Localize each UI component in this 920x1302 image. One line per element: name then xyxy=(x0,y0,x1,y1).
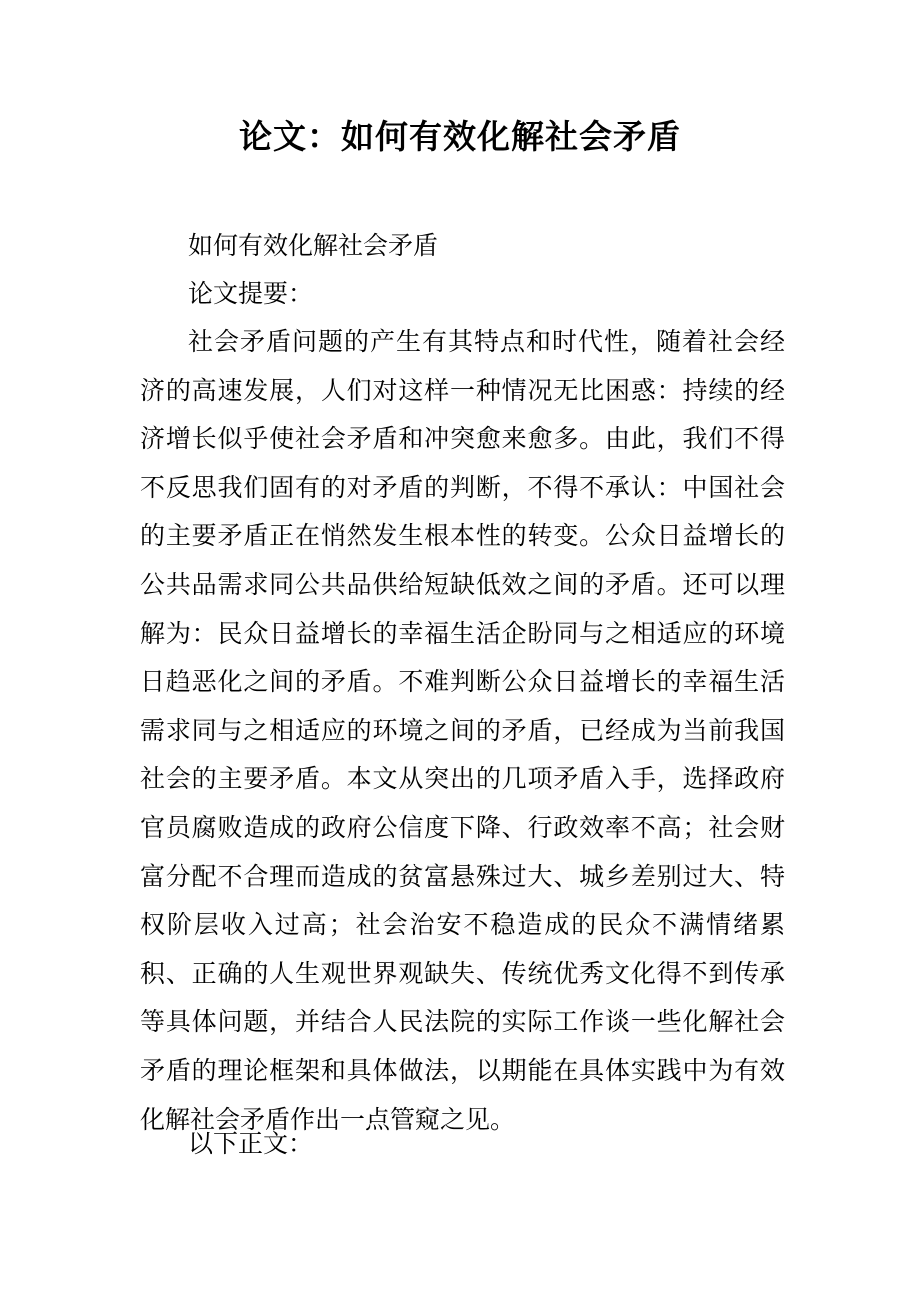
document-title: 论文：如何有效化解社会矛盾 xyxy=(239,117,681,156)
main-text-label: 以下正文： xyxy=(188,1129,314,1158)
article-subtitle: 如何有效化解社会矛盾 xyxy=(188,231,439,260)
abstract-label: 论文提要： xyxy=(188,279,314,308)
abstract-body: 社会矛盾问题的产生有其特点和时代性，随着社会经济的高速发展，人们对这样一种情况无比困惑：持续的经济增长似乎使社会矛盾和冲突愈来愈多。由此，我们不得不反思我们固有的对矛盾的判断，不得不承认：中国社会的主要矛盾正在悄然发生根本性的转变。公众日益增长的公共品需求同公共品供给短缺低效之间的矛盾。还可以理解为：民众日益增长的幸福生活企盼同与之相适应的环境日趋恶化之间的矛盾。不难判断公众日益增长的幸福生活需求同与之相适应的环境之间的矛盾，已经成为当前我国社会的主要矛盾。本文从突出的几项矛盾入手，选择政府官员腐败造成的政府公信度下降、行政效率不高；社会财富分配不合理而造成的贫富悬殊过大、城乡差别过大、特权阶层收入过高；社会治安不稳造成的民众不满情绪累积、正确的人生观世界观缺失、传统优秀文化得不到传承等具体问题，并结合人民法院的实际工作谈一些化解社会矛盾的理论框架和具体做法，以期能在具体实践中为有效化解社会矛盾作出一点管窥之见。 xyxy=(140,327,785,1134)
